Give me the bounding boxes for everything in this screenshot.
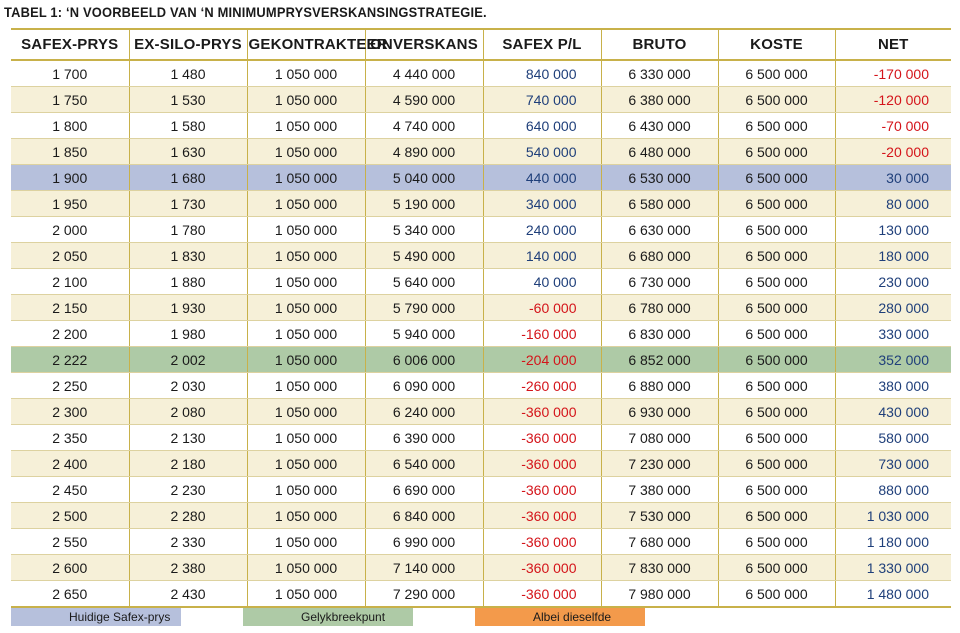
cell-safex-pl: -360 000 xyxy=(483,555,601,581)
table-row xyxy=(11,477,951,503)
cell-safex-prys: 2 250 xyxy=(11,373,129,399)
cell-gekontrakteer: 1 050 000 xyxy=(247,581,365,608)
cell-onverskans: 4 890 000 xyxy=(365,139,483,165)
cell-koste: 6 500 000 xyxy=(718,87,835,113)
table-row xyxy=(11,295,951,321)
cell-koste: 6 500 000 xyxy=(718,425,835,451)
cell-safex-pl: 540 000 xyxy=(483,139,601,165)
cell-koste: 6 500 000 xyxy=(718,295,835,321)
table-row xyxy=(11,217,951,243)
header-ex-silo-prys: EX-SILO-PRYS xyxy=(129,29,247,60)
cell-gekontrakteer: 1 050 000 xyxy=(247,503,365,529)
cell-ex-silo-prys: 1 980 xyxy=(129,321,247,347)
table-row xyxy=(11,87,951,113)
cell-onverskans: 6 990 000 xyxy=(365,529,483,555)
hedging-table xyxy=(11,28,951,608)
cell-bruto: 6 430 000 xyxy=(601,113,718,139)
cell-koste: 6 500 000 xyxy=(718,529,835,555)
table-row xyxy=(11,60,951,87)
cell-net: -20 000 xyxy=(835,139,951,165)
cell-ex-silo-prys: 1 630 xyxy=(129,139,247,165)
cell-koste: 6 500 000 xyxy=(718,347,835,373)
cell-bruto: 6 730 000 xyxy=(601,269,718,295)
cell-safex-pl: -360 000 xyxy=(483,425,601,451)
cell-koste: 6 500 000 xyxy=(718,399,835,425)
cell-net: 352 000 xyxy=(835,347,951,373)
cell-koste: 6 500 000 xyxy=(718,191,835,217)
cell-onverskans: 5 940 000 xyxy=(365,321,483,347)
cell-safex-pl: -60 000 xyxy=(483,295,601,321)
cell-onverskans: 6 090 000 xyxy=(365,373,483,399)
cell-koste: 6 500 000 xyxy=(718,60,835,87)
cell-onverskans: 6 390 000 xyxy=(365,425,483,451)
cell-gekontrakteer: 1 050 000 xyxy=(247,555,365,581)
cell-koste: 6 500 000 xyxy=(718,373,835,399)
cell-ex-silo-prys: 1 580 xyxy=(129,113,247,139)
cell-safex-pl: -360 000 xyxy=(483,529,601,555)
cell-onverskans: 6 240 000 xyxy=(365,399,483,425)
cell-ex-silo-prys: 2 430 xyxy=(129,581,247,608)
cell-onverskans: 5 790 000 xyxy=(365,295,483,321)
cell-koste: 6 500 000 xyxy=(718,269,835,295)
cell-ex-silo-prys: 1 830 xyxy=(129,243,247,269)
cell-onverskans: 5 640 000 xyxy=(365,269,483,295)
cell-ex-silo-prys: 1 530 xyxy=(129,87,247,113)
legend-label: Huidige Safex-prys xyxy=(69,610,171,624)
cell-onverskans: 4 740 000 xyxy=(365,113,483,139)
table-row xyxy=(11,451,951,477)
cell-gekontrakteer: 1 050 000 xyxy=(247,451,365,477)
cell-onverskans: 7 140 000 xyxy=(365,555,483,581)
header-safex-pl: SAFEX P/L xyxy=(483,29,601,60)
cell-safex-prys: 2 400 xyxy=(11,451,129,477)
cell-safex-pl: -360 000 xyxy=(483,503,601,529)
cell-bruto: 7 380 000 xyxy=(601,477,718,503)
cell-onverskans: 5 340 000 xyxy=(365,217,483,243)
cell-gekontrakteer: 1 050 000 xyxy=(247,165,365,191)
legend-item-breakeven xyxy=(243,608,413,626)
cell-safex-prys: 1 700 xyxy=(11,60,129,87)
cell-koste: 6 500 000 xyxy=(718,503,835,529)
cell-net: 230 000 xyxy=(835,269,951,295)
cell-bruto: 6 680 000 xyxy=(601,243,718,269)
cell-net: 1 330 000 xyxy=(835,555,951,581)
cell-safex-prys: 2 550 xyxy=(11,529,129,555)
cell-safex-pl: -260 000 xyxy=(483,373,601,399)
cell-bruto: 7 230 000 xyxy=(601,451,718,477)
cell-bruto: 7 680 000 xyxy=(601,529,718,555)
legend-item-current xyxy=(11,608,181,626)
cell-ex-silo-prys: 2 080 xyxy=(129,399,247,425)
legend-item-same xyxy=(475,608,645,626)
header-net: NET xyxy=(835,29,951,60)
cell-net: 1 180 000 xyxy=(835,529,951,555)
cell-net: 580 000 xyxy=(835,425,951,451)
cell-bruto: 6 852 000 xyxy=(601,347,718,373)
cell-safex-prys: 1 750 xyxy=(11,87,129,113)
cell-net: -120 000 xyxy=(835,87,951,113)
table-title: TABEL 1: ‘N VOORBEELD VAN ‘N MINIMUMPRYSVERSKANSINGSTRATEGIE. xyxy=(4,4,487,20)
cell-safex-prys: 1 900 xyxy=(11,165,129,191)
cell-safex-prys: 2 600 xyxy=(11,555,129,581)
table-row xyxy=(11,581,951,608)
cell-gekontrakteer: 1 050 000 xyxy=(247,217,365,243)
cell-onverskans: 6 540 000 xyxy=(365,451,483,477)
cell-safex-prys: 2 200 xyxy=(11,321,129,347)
cell-bruto: 7 530 000 xyxy=(601,503,718,529)
table-row xyxy=(11,347,951,373)
cell-gekontrakteer: 1 050 000 xyxy=(247,477,365,503)
cell-safex-pl: 340 000 xyxy=(483,191,601,217)
cell-koste: 6 500 000 xyxy=(718,451,835,477)
cell-ex-silo-prys: 1 930 xyxy=(129,295,247,321)
cell-gekontrakteer: 1 050 000 xyxy=(247,399,365,425)
cell-gekontrakteer: 1 050 000 xyxy=(247,87,365,113)
table-row xyxy=(11,113,951,139)
cell-bruto: 6 930 000 xyxy=(601,399,718,425)
cell-safex-prys: 2 100 xyxy=(11,269,129,295)
cell-ex-silo-prys: 2 230 xyxy=(129,477,247,503)
cell-net: 1 480 000 xyxy=(835,581,951,608)
cell-koste: 6 500 000 xyxy=(718,477,835,503)
cell-onverskans: 4 590 000 xyxy=(365,87,483,113)
cell-safex-pl: 40 000 xyxy=(483,269,601,295)
cell-bruto: 6 480 000 xyxy=(601,139,718,165)
cell-net: 280 000 xyxy=(835,295,951,321)
cell-koste: 6 500 000 xyxy=(718,217,835,243)
table-row xyxy=(11,165,951,191)
cell-net: -70 000 xyxy=(835,113,951,139)
cell-ex-silo-prys: 2 180 xyxy=(129,451,247,477)
cell-koste: 6 500 000 xyxy=(718,165,835,191)
cell-net: 30 000 xyxy=(835,165,951,191)
cell-safex-prys: 2 450 xyxy=(11,477,129,503)
cell-gekontrakteer: 1 050 000 xyxy=(247,243,365,269)
cell-safex-prys: 2 222 xyxy=(11,347,129,373)
cell-gekontrakteer: 1 050 000 xyxy=(247,529,365,555)
cell-onverskans: 6 840 000 xyxy=(365,503,483,529)
cell-bruto: 6 380 000 xyxy=(601,87,718,113)
cell-safex-pl: 140 000 xyxy=(483,243,601,269)
table-row xyxy=(11,139,951,165)
cell-ex-silo-prys: 2 130 xyxy=(129,425,247,451)
table-body xyxy=(11,60,951,607)
cell-net: -170 000 xyxy=(835,60,951,87)
cell-safex-prys: 2 150 xyxy=(11,295,129,321)
table-row xyxy=(11,529,951,555)
cell-bruto: 6 630 000 xyxy=(601,217,718,243)
cell-onverskans: 5 040 000 xyxy=(365,165,483,191)
legend-label: Gelykbreekpunt xyxy=(301,610,386,624)
cell-bruto: 7 830 000 xyxy=(601,555,718,581)
cell-net: 430 000 xyxy=(835,399,951,425)
cell-gekontrakteer: 1 050 000 xyxy=(247,191,365,217)
cell-onverskans: 5 190 000 xyxy=(365,191,483,217)
header-row xyxy=(11,29,951,60)
cell-ex-silo-prys: 1 480 xyxy=(129,60,247,87)
cell-koste: 6 500 000 xyxy=(718,321,835,347)
cell-bruto: 6 830 000 xyxy=(601,321,718,347)
cell-net: 1 030 000 xyxy=(835,503,951,529)
cell-koste: 6 500 000 xyxy=(718,581,835,608)
table-row xyxy=(11,503,951,529)
cell-ex-silo-prys: 2 380 xyxy=(129,555,247,581)
legend xyxy=(11,608,707,626)
cell-ex-silo-prys: 2 330 xyxy=(129,529,247,555)
cell-net: 380 000 xyxy=(835,373,951,399)
cell-net: 880 000 xyxy=(835,477,951,503)
cell-bruto: 6 880 000 xyxy=(601,373,718,399)
cell-gekontrakteer: 1 050 000 xyxy=(247,113,365,139)
cell-safex-pl: -360 000 xyxy=(483,451,601,477)
cell-gekontrakteer: 1 050 000 xyxy=(247,269,365,295)
cell-gekontrakteer: 1 050 000 xyxy=(247,373,365,399)
table-row xyxy=(11,243,951,269)
cell-bruto: 7 080 000 xyxy=(601,425,718,451)
cell-safex-pl: -360 000 xyxy=(483,399,601,425)
cell-safex-pl: 640 000 xyxy=(483,113,601,139)
table-row xyxy=(11,373,951,399)
cell-net: 80 000 xyxy=(835,191,951,217)
cell-safex-prys: 2 650 xyxy=(11,581,129,608)
header-onverskans: ONVERSKANS xyxy=(365,29,483,60)
cell-net: 130 000 xyxy=(835,217,951,243)
cell-ex-silo-prys: 1 880 xyxy=(129,269,247,295)
cell-ex-silo-prys: 1 780 xyxy=(129,217,247,243)
cell-safex-prys: 2 000 xyxy=(11,217,129,243)
cell-ex-silo-prys: 2 030 xyxy=(129,373,247,399)
header-bruto: BRUTO xyxy=(601,29,718,60)
cell-gekontrakteer: 1 050 000 xyxy=(247,295,365,321)
cell-onverskans: 6 690 000 xyxy=(365,477,483,503)
cell-onverskans: 6 006 000 xyxy=(365,347,483,373)
cell-gekontrakteer: 1 050 000 xyxy=(247,60,365,87)
cell-net: 730 000 xyxy=(835,451,951,477)
table-row xyxy=(11,399,951,425)
cell-safex-prys: 2 050 xyxy=(11,243,129,269)
cell-safex-prys: 2 300 xyxy=(11,399,129,425)
cell-safex-pl: -360 000 xyxy=(483,477,601,503)
cell-koste: 6 500 000 xyxy=(718,555,835,581)
cell-bruto: 6 330 000 xyxy=(601,60,718,87)
cell-ex-silo-prys: 2 280 xyxy=(129,503,247,529)
cell-ex-silo-prys: 2 002 xyxy=(129,347,247,373)
cell-safex-pl: -204 000 xyxy=(483,347,601,373)
header-safex-prys: SAFEX-PRYS xyxy=(11,29,129,60)
cell-bruto: 6 530 000 xyxy=(601,165,718,191)
cell-onverskans: 7 290 000 xyxy=(365,581,483,608)
table-row xyxy=(11,269,951,295)
cell-ex-silo-prys: 1 730 xyxy=(129,191,247,217)
cell-net: 330 000 xyxy=(835,321,951,347)
cell-net: 180 000 xyxy=(835,243,951,269)
header-gekontrakteer: GEKONTRAKTEER xyxy=(247,29,365,60)
cell-bruto: 6 780 000 xyxy=(601,295,718,321)
cell-safex-prys: 2 500 xyxy=(11,503,129,529)
cell-gekontrakteer: 1 050 000 xyxy=(247,425,365,451)
cell-koste: 6 500 000 xyxy=(718,139,835,165)
cell-safex-prys: 1 950 xyxy=(11,191,129,217)
cell-safex-prys: 2 350 xyxy=(11,425,129,451)
cell-safex-pl: -360 000 xyxy=(483,581,601,608)
cell-onverskans: 4 440 000 xyxy=(365,60,483,87)
table-row xyxy=(11,321,951,347)
cell-bruto: 6 580 000 xyxy=(601,191,718,217)
cell-bruto: 7 980 000 xyxy=(601,581,718,608)
legend-label: Albei dieselfde xyxy=(533,610,612,624)
cell-safex-pl: 740 000 xyxy=(483,87,601,113)
cell-safex-prys: 1 800 xyxy=(11,113,129,139)
cell-onverskans: 5 490 000 xyxy=(365,243,483,269)
cell-koste: 6 500 000 xyxy=(718,113,835,139)
cell-ex-silo-prys: 1 680 xyxy=(129,165,247,191)
cell-safex-pl: 240 000 xyxy=(483,217,601,243)
table-row xyxy=(11,555,951,581)
cell-safex-pl: 840 000 xyxy=(483,60,601,87)
cell-gekontrakteer: 1 050 000 xyxy=(247,321,365,347)
header-koste: KOSTE xyxy=(718,29,835,60)
cell-gekontrakteer: 1 050 000 xyxy=(247,139,365,165)
cell-gekontrakteer: 1 050 000 xyxy=(247,347,365,373)
cell-safex-prys: 1 850 xyxy=(11,139,129,165)
table-row xyxy=(11,191,951,217)
cell-koste: 6 500 000 xyxy=(718,243,835,269)
cell-safex-pl: 440 000 xyxy=(483,165,601,191)
table-row xyxy=(11,425,951,451)
cell-safex-pl: -160 000 xyxy=(483,321,601,347)
